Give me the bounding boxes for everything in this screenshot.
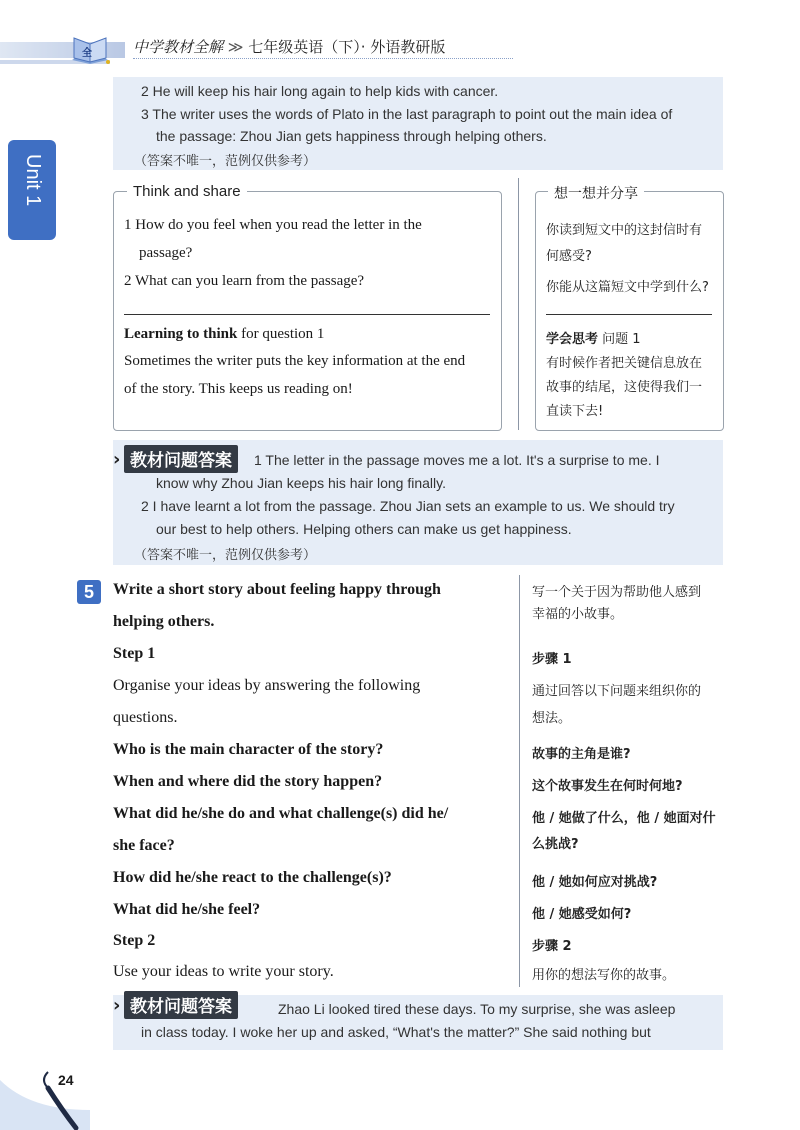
header-subtitle: 七年级英语（下）· 外语教研版 xyxy=(248,38,446,56)
zh-question-2: 你能从这篇短文中学到什么? xyxy=(546,280,709,295)
page-number: 24 xyxy=(58,1072,74,1088)
chevron-right-icon: › xyxy=(113,449,121,470)
learning-to-think-heading xyxy=(124,326,324,343)
guide-question: When and where did the story happen? xyxy=(113,773,383,790)
answer-note: （答案不唯一，范例仅供参考） xyxy=(134,548,317,563)
zh-guide-question: 他 / 她做了什么，他 / 她面对什 xyxy=(532,811,716,826)
header-series: 中学教材全解 xyxy=(133,38,224,56)
column-divider xyxy=(518,178,519,430)
answer-line: know why Zhou Jian keeps his hair long finally. xyxy=(156,475,447,491)
answer-line: Zhao Li looked tired these days. To my surprise, she was asleep xyxy=(278,1001,676,1017)
answer-badge: 教材问题答案 xyxy=(124,445,238,473)
unit-label: Unit 1 xyxy=(22,154,44,207)
zh-use-ideas: 用你的想法写你的故事。 xyxy=(532,968,676,983)
zh-organise-line1: 通过回答以下问题来组织你的 xyxy=(532,684,702,699)
zh-task-title-line2: 幸福的小故事。 xyxy=(532,607,624,622)
zh-guide-question: 么挑战? xyxy=(532,837,579,852)
guide-question: Who is the main character of the story? xyxy=(113,741,384,758)
book-logo-icon xyxy=(68,30,112,66)
question-1-line1: 1 How do you feel when you read the letter in the xyxy=(124,217,422,233)
learning-line: of the story. This keeps us reading on! xyxy=(124,381,353,397)
answer-line: 1 The letter in the passage moves me a lot. It's a surprise to me. I xyxy=(254,452,660,468)
answer-note: （答案不唯一，范例仅供参考） xyxy=(134,154,317,169)
header-title xyxy=(133,36,445,57)
organise-line2: questions. xyxy=(113,709,178,726)
page-corner-decoration xyxy=(0,1050,90,1130)
step-2-heading: Step 2 xyxy=(113,932,156,949)
answer-line: our best to help others. Helping others can make us get happiness. xyxy=(156,521,572,537)
zh-learning-q: 问题 1 xyxy=(598,332,641,347)
zh-guide-question: 这个故事发生在何时何地? xyxy=(532,779,683,794)
zh-step-2: 步骤 2 xyxy=(532,939,572,954)
guide-question: What did he/she do and what challenge(s) did he/ xyxy=(113,805,449,822)
guide-question: How did he/she react to the challenge(s)? xyxy=(113,869,392,886)
question-2: 2 What can you learn from the passage? xyxy=(124,273,365,289)
zh-organise-line2: 想法。 xyxy=(532,711,572,726)
organise-line1: Organise your ideas by answering the following xyxy=(113,677,421,694)
learning-line: Sometimes the writer puts the key information at the end xyxy=(124,353,466,369)
zh-step-1: 步骤 1 xyxy=(532,652,572,667)
answer-line: in class today. I woke her up and asked, “What's the matter?” She said nothing but xyxy=(141,1024,651,1040)
header-separator-icon: ≫ xyxy=(227,38,249,56)
column-divider xyxy=(519,575,520,987)
zh-learning-line: 直读下去! xyxy=(546,404,604,419)
answer-line: the passage: Zhou Jian gets happiness through helping others. xyxy=(156,128,547,144)
header-rule xyxy=(133,58,513,59)
guide-question: What did he/she feel? xyxy=(113,901,261,918)
task-title-line1: Write a short story about feeling happy through xyxy=(113,581,441,598)
task-number-badge: 5 xyxy=(77,580,101,604)
zh-guide-question: 他 / 她感受如何? xyxy=(532,907,632,922)
zh-guide-question: 他 / 她如何应对挑战? xyxy=(532,875,658,890)
zh-learning-heading xyxy=(546,328,641,347)
zh-question-1-line2: 何感受? xyxy=(546,249,592,264)
step-1-heading: Step 1 xyxy=(113,645,156,662)
guide-question: she face? xyxy=(113,837,175,854)
learning-to-think-rest: for question 1 xyxy=(237,326,325,342)
answer-line: 2 I have learnt a lot from the passage. Zhou Jian sets an example to us. We should try xyxy=(141,498,675,514)
use-ideas-line: Use your ideas to write your story. xyxy=(113,963,334,980)
inner-rule-zh xyxy=(546,314,712,315)
answer-badge: 教材问题答案 xyxy=(124,991,238,1019)
think-share-label: Think and share xyxy=(127,183,247,200)
answer-line: 3 The writer uses the words of Plato in the last paragraph to point out the main idea of xyxy=(141,106,673,122)
zh-learning-title: 学会思考 xyxy=(546,332,599,347)
zh-question-1-line1: 你读到短文中的这封信时有 xyxy=(546,223,703,238)
learning-to-think-bold: Learning to think xyxy=(124,326,238,342)
chevron-right-icon: › xyxy=(113,995,121,1016)
svg-text:全: 全 xyxy=(82,48,92,59)
zh-task-title-line1: 写一个关于因为帮助他人感到 xyxy=(532,585,702,600)
zh-learning-line: 故事的结尾，这使得我们一 xyxy=(546,380,703,395)
zh-guide-question: 故事的主角是谁? xyxy=(532,747,631,762)
answer-line: 2 He will keep his hair long again to help kids with cancer. xyxy=(141,83,499,99)
think-share-label-zh: 想一想并分享 xyxy=(548,183,644,203)
unit-side-tab xyxy=(8,140,56,240)
inner-rule xyxy=(124,314,490,315)
task-title-line2: helping others. xyxy=(113,613,215,630)
question-1-line2: passage? xyxy=(139,245,193,261)
zh-learning-line: 有时候作者把关键信息放在 xyxy=(546,356,703,371)
